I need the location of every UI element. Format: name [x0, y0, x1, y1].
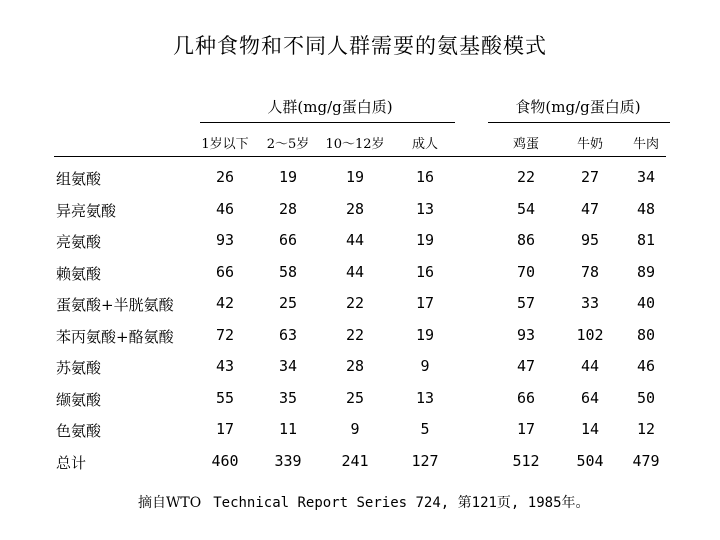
source-prefix: 摘自WTO — [138, 495, 202, 511]
row-label: 蛋氨酸+半胱氨酸 — [56, 296, 174, 314]
table-cell: 80 — [636, 325, 656, 344]
table-cell: 25 — [345, 388, 365, 407]
table-cell: 241 — [341, 451, 369, 470]
row-label: 组氨酸 — [56, 170, 102, 188]
table-cell: 44 — [345, 262, 365, 281]
table-cell: 19 — [278, 168, 298, 186]
table-cell: 58 — [278, 262, 298, 281]
column-header: 2～5岁 — [266, 137, 310, 152]
table-cell: 34 — [278, 357, 298, 375]
source-text: Technical Report Series 724, 第121页, 1985年。 — [213, 495, 590, 511]
table-cell: 22 — [345, 325, 365, 344]
table-cell: 19 — [415, 231, 435, 249]
table-cell: 460 — [211, 451, 239, 470]
table-cell: 33 — [580, 294, 600, 312]
table-cell: 63 — [278, 325, 298, 344]
group-header-people: 人群(mg/g蛋白质) — [267, 98, 393, 116]
table-cell: 26 — [215, 168, 235, 186]
table-cell: 44 — [345, 231, 365, 249]
row-label: 异亮氨酸 — [56, 201, 117, 220]
table-cell: 17 — [415, 294, 435, 312]
table-cell: 25 — [278, 294, 298, 312]
table-cell: 19 — [345, 168, 365, 186]
table-cell: 93 — [215, 231, 235, 249]
column-header: 成人 — [411, 137, 439, 152]
table-cell: 81 — [636, 231, 656, 249]
table-top-rule — [54, 156, 666, 157]
table-cell: 127 — [411, 451, 439, 470]
table-cell: 13 — [415, 388, 435, 407]
column-header: 10～12岁 — [325, 137, 385, 152]
table-cell: 93 — [516, 325, 536, 344]
table-cell: 12 — [636, 420, 656, 438]
table-cell: 78 — [580, 262, 600, 281]
group-header-food: 食物(mg/g蛋白质) — [515, 98, 641, 116]
table-cell: 95 — [580, 231, 600, 249]
table-cell: 47 — [516, 357, 536, 375]
table-row — [0, 263, 720, 294]
table-cell: 89 — [636, 262, 656, 281]
table-cell: 504 — [576, 451, 604, 470]
column-header: 1岁以下 — [201, 137, 249, 152]
table-cell: 50 — [636, 388, 656, 407]
table-cell: 46 — [215, 199, 235, 218]
table-cell: 5 — [420, 420, 430, 438]
table-row — [0, 420, 720, 451]
table-cell: 70 — [516, 262, 536, 281]
table-cell: 44 — [580, 357, 600, 375]
table-cell: 28 — [278, 199, 298, 218]
table-cell: 27 — [580, 168, 600, 186]
row-label: 赖氨酸 — [56, 264, 102, 283]
table-cell: 17 — [215, 420, 235, 438]
table-cell: 57 — [516, 294, 536, 312]
table-cell: 9 — [420, 357, 430, 375]
table-cell: 17 — [516, 420, 536, 438]
table-cell: 28 — [345, 357, 365, 375]
column-header: 牛奶 — [576, 137, 604, 152]
page-title: 几种食物和不同人群需要的氨基酸模式 — [173, 34, 547, 58]
row-label: 苯丙氨酸+酪氨酸 — [56, 327, 174, 346]
table-cell: 102 — [576, 325, 604, 344]
table-cell: 479 — [632, 451, 660, 470]
table-row — [0, 357, 720, 388]
row-label: 总计 — [56, 453, 87, 472]
table-cell: 22 — [516, 168, 536, 186]
table-cell: 48 — [636, 199, 656, 218]
row-label: 色氨酸 — [56, 422, 102, 440]
table-row — [0, 294, 720, 325]
group-underline-food — [488, 122, 670, 123]
table-cell: 16 — [415, 168, 435, 186]
row-label: 苏氨酸 — [56, 359, 102, 377]
table-cell: 28 — [345, 199, 365, 218]
table-row — [0, 326, 720, 357]
row-label: 亮氨酸 — [56, 233, 102, 251]
table-cell: 54 — [516, 199, 536, 218]
table-cell: 42 — [215, 294, 235, 312]
table-cell: 47 — [580, 199, 600, 218]
table-cell: 72 — [215, 325, 235, 344]
table-row — [0, 200, 720, 231]
table-cell: 9 — [350, 420, 360, 438]
table-cell: 66 — [516, 388, 536, 407]
table-cell: 86 — [516, 231, 536, 249]
table-cell: 46 — [636, 357, 656, 375]
table-cell: 40 — [636, 294, 656, 312]
table-cell: 14 — [580, 420, 600, 438]
table-row — [0, 389, 720, 420]
table-row — [0, 168, 720, 199]
table-cell: 43 — [215, 357, 235, 375]
column-header: 牛肉 — [632, 137, 660, 152]
table-row — [0, 452, 720, 483]
table-cell: 339 — [274, 451, 302, 470]
table-cell: 16 — [415, 262, 435, 281]
table-cell: 512 — [512, 451, 540, 470]
table-cell: 64 — [580, 388, 600, 407]
table-cell: 19 — [415, 325, 435, 344]
table-cell: 34 — [636, 168, 656, 186]
column-header: 鸡蛋 — [512, 137, 540, 152]
group-underline-people — [200, 122, 455, 123]
table-cell: 66 — [278, 231, 298, 249]
table-cell: 11 — [278, 420, 298, 438]
table-row — [0, 231, 720, 262]
table-cell: 66 — [215, 262, 235, 281]
table-cell: 35 — [278, 388, 298, 407]
source-citation — [138, 492, 590, 512]
table-cell: 13 — [415, 199, 435, 218]
table-cell: 55 — [215, 388, 235, 407]
table-cell: 22 — [345, 294, 365, 312]
row-label: 缬氨酸 — [56, 390, 102, 409]
